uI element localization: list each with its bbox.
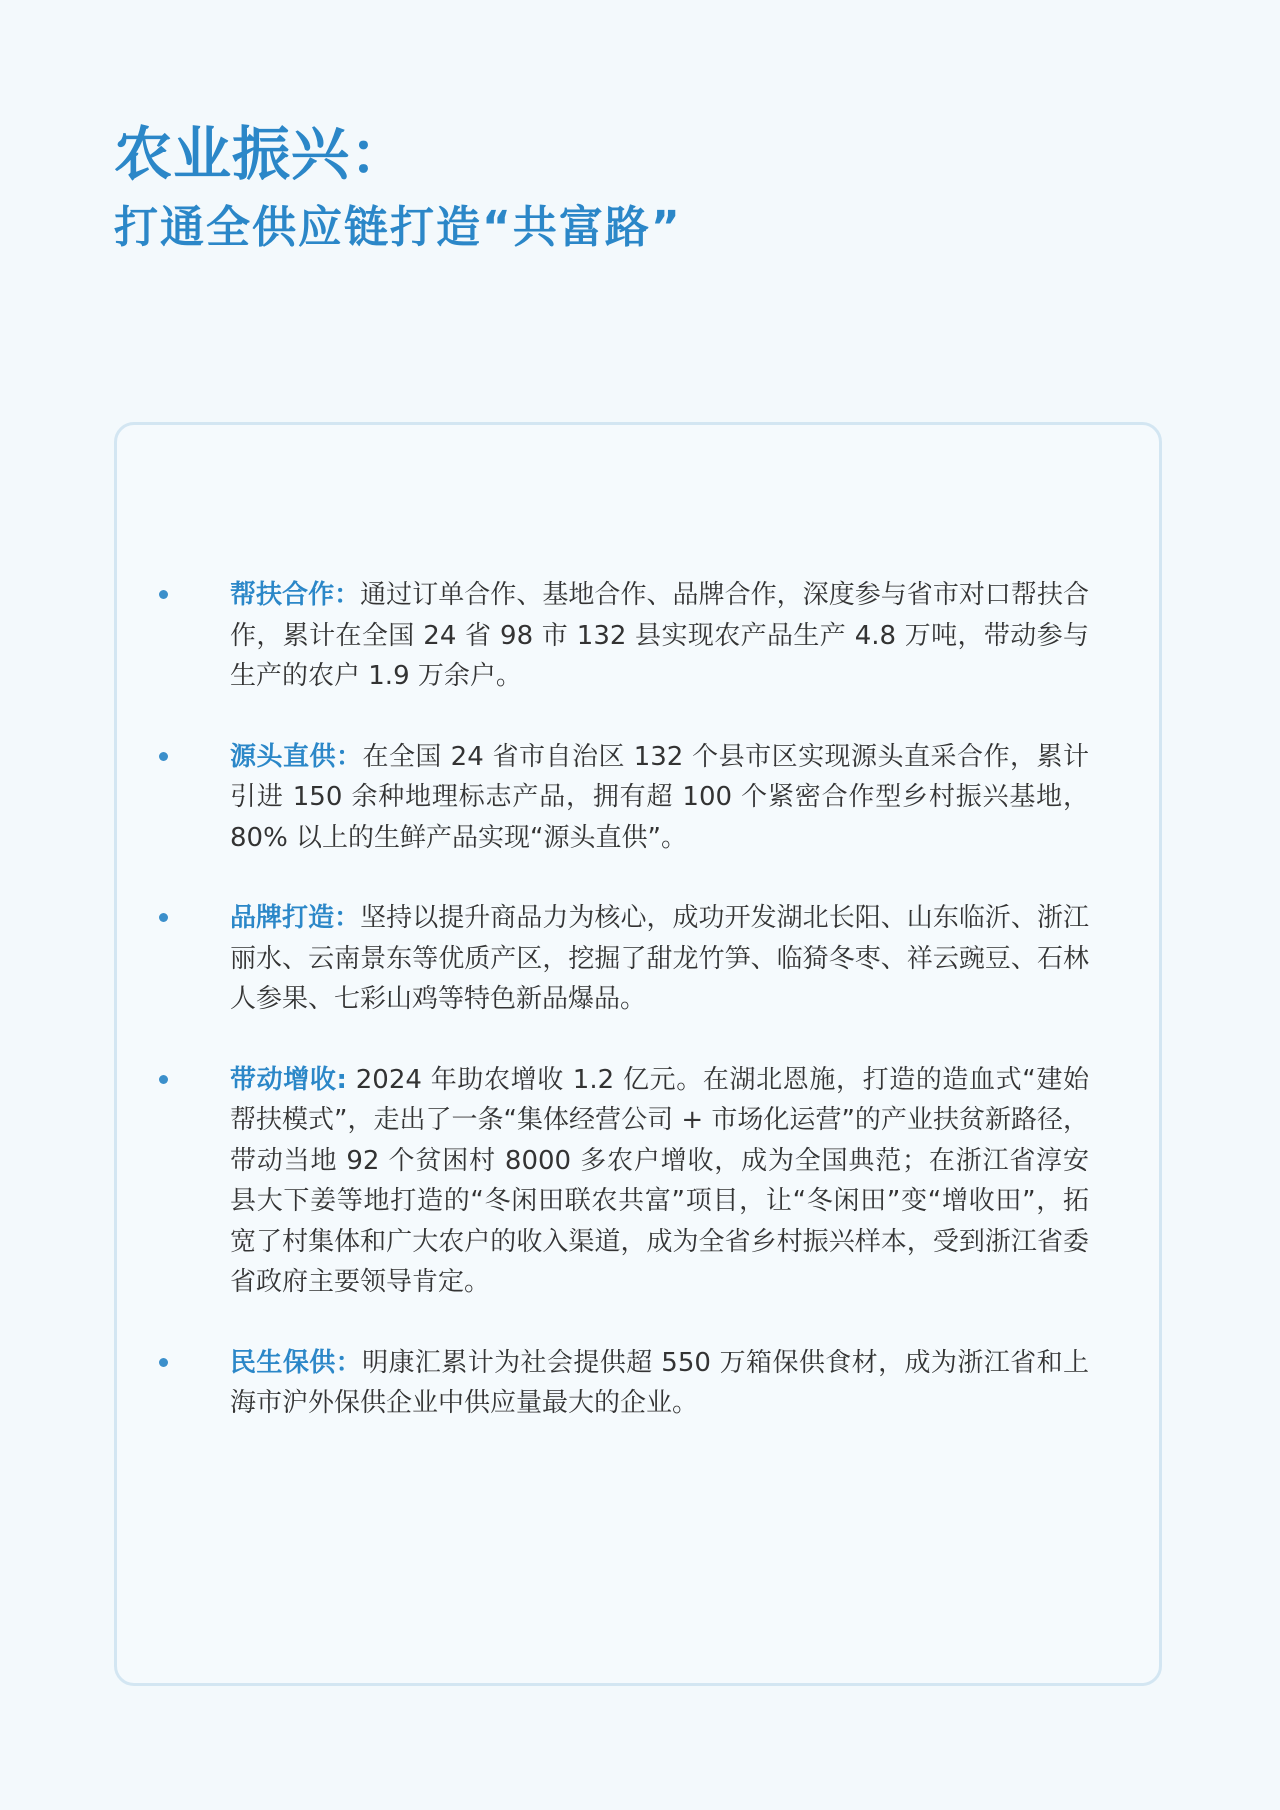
- list-item-source-supply: [117, 737, 1159, 859]
- item-text: 在全国 24 省市自治区 132 个县市区实现源头直采合作，累计引进 150 余种地理标志产品，拥有超 100 个紧密合作型乡村振兴基地，80% 以上的生鲜产品实现“源头直供”。: [230, 741, 1089, 853]
- bullet-dot-icon: [159, 1358, 168, 1367]
- item-label: 带动增收:: [230, 1064, 347, 1095]
- item-text: 通过订单合作、基地合作、品牌合作，深度参与省市对口帮扶合作，累计在全国 24 省 98 市 132 县实现农产品生产 4.8 万吨，带动参与生产的农户 1.9 万余户。: [230, 580, 1089, 691]
- bullet-dot-icon: [159, 752, 168, 761]
- page-title: 农业振兴：: [114, 120, 410, 188]
- item-text: 坚持以提升商品力为核心，成功开发湖北长阳、山东临沂、浙江丽水、云南景东等优质产区，挖掘了甜龙竹笋、临猗冬枣、祥云豌豆、石林人参果、七彩山鸡等特色新品爆品。: [230, 903, 1089, 1014]
- list-item-income-growth: [117, 1060, 1159, 1303]
- item-label: 民生保供：: [230, 1347, 363, 1378]
- item-text: 明康汇累计为社会提供超 550 万箱保供食材，成为浙江省和上海市沪外保供企业中供应量最大的企业。: [230, 1347, 1089, 1418]
- bullet-dot-icon: [159, 913, 168, 922]
- item-label: 品牌打造：: [230, 903, 361, 933]
- list-item-assistance-cooperation: [117, 575, 1159, 697]
- bullet-dot-icon: [159, 590, 168, 599]
- item-label: 源头直供：: [230, 741, 363, 772]
- list-item-brand-building: [117, 898, 1159, 1020]
- content-card: [114, 422, 1162, 1686]
- item-text: 2024 年助农增收 1.2 亿元。在湖北恩施，打造的造血式“建始帮扶模式”，走出了一条“集体经营公司 + 市场化运营”的产业扶贫新路径，带动当地 92 个贫困村 8000 多农户增收，成为全国典范；在浙江省淳安县大下姜等地打造的“冬闲田联农共富”项目，让“冬闲田”变“增收田”，拓宽了村集体和广大农户的收入渠道，成为全省乡村振兴样本，受到浙江省委省政府主要领导肯定。: [230, 1064, 1089, 1297]
- page-subtitle: 打通全供应链打造“共富路”: [114, 202, 682, 253]
- bullet-list: [117, 575, 1159, 1464]
- page-header: [114, 118, 1174, 258]
- item-label: 帮扶合作：: [230, 580, 361, 610]
- list-item-livelihood-supply: [117, 1343, 1159, 1424]
- bullet-dot-icon: [159, 1075, 168, 1084]
